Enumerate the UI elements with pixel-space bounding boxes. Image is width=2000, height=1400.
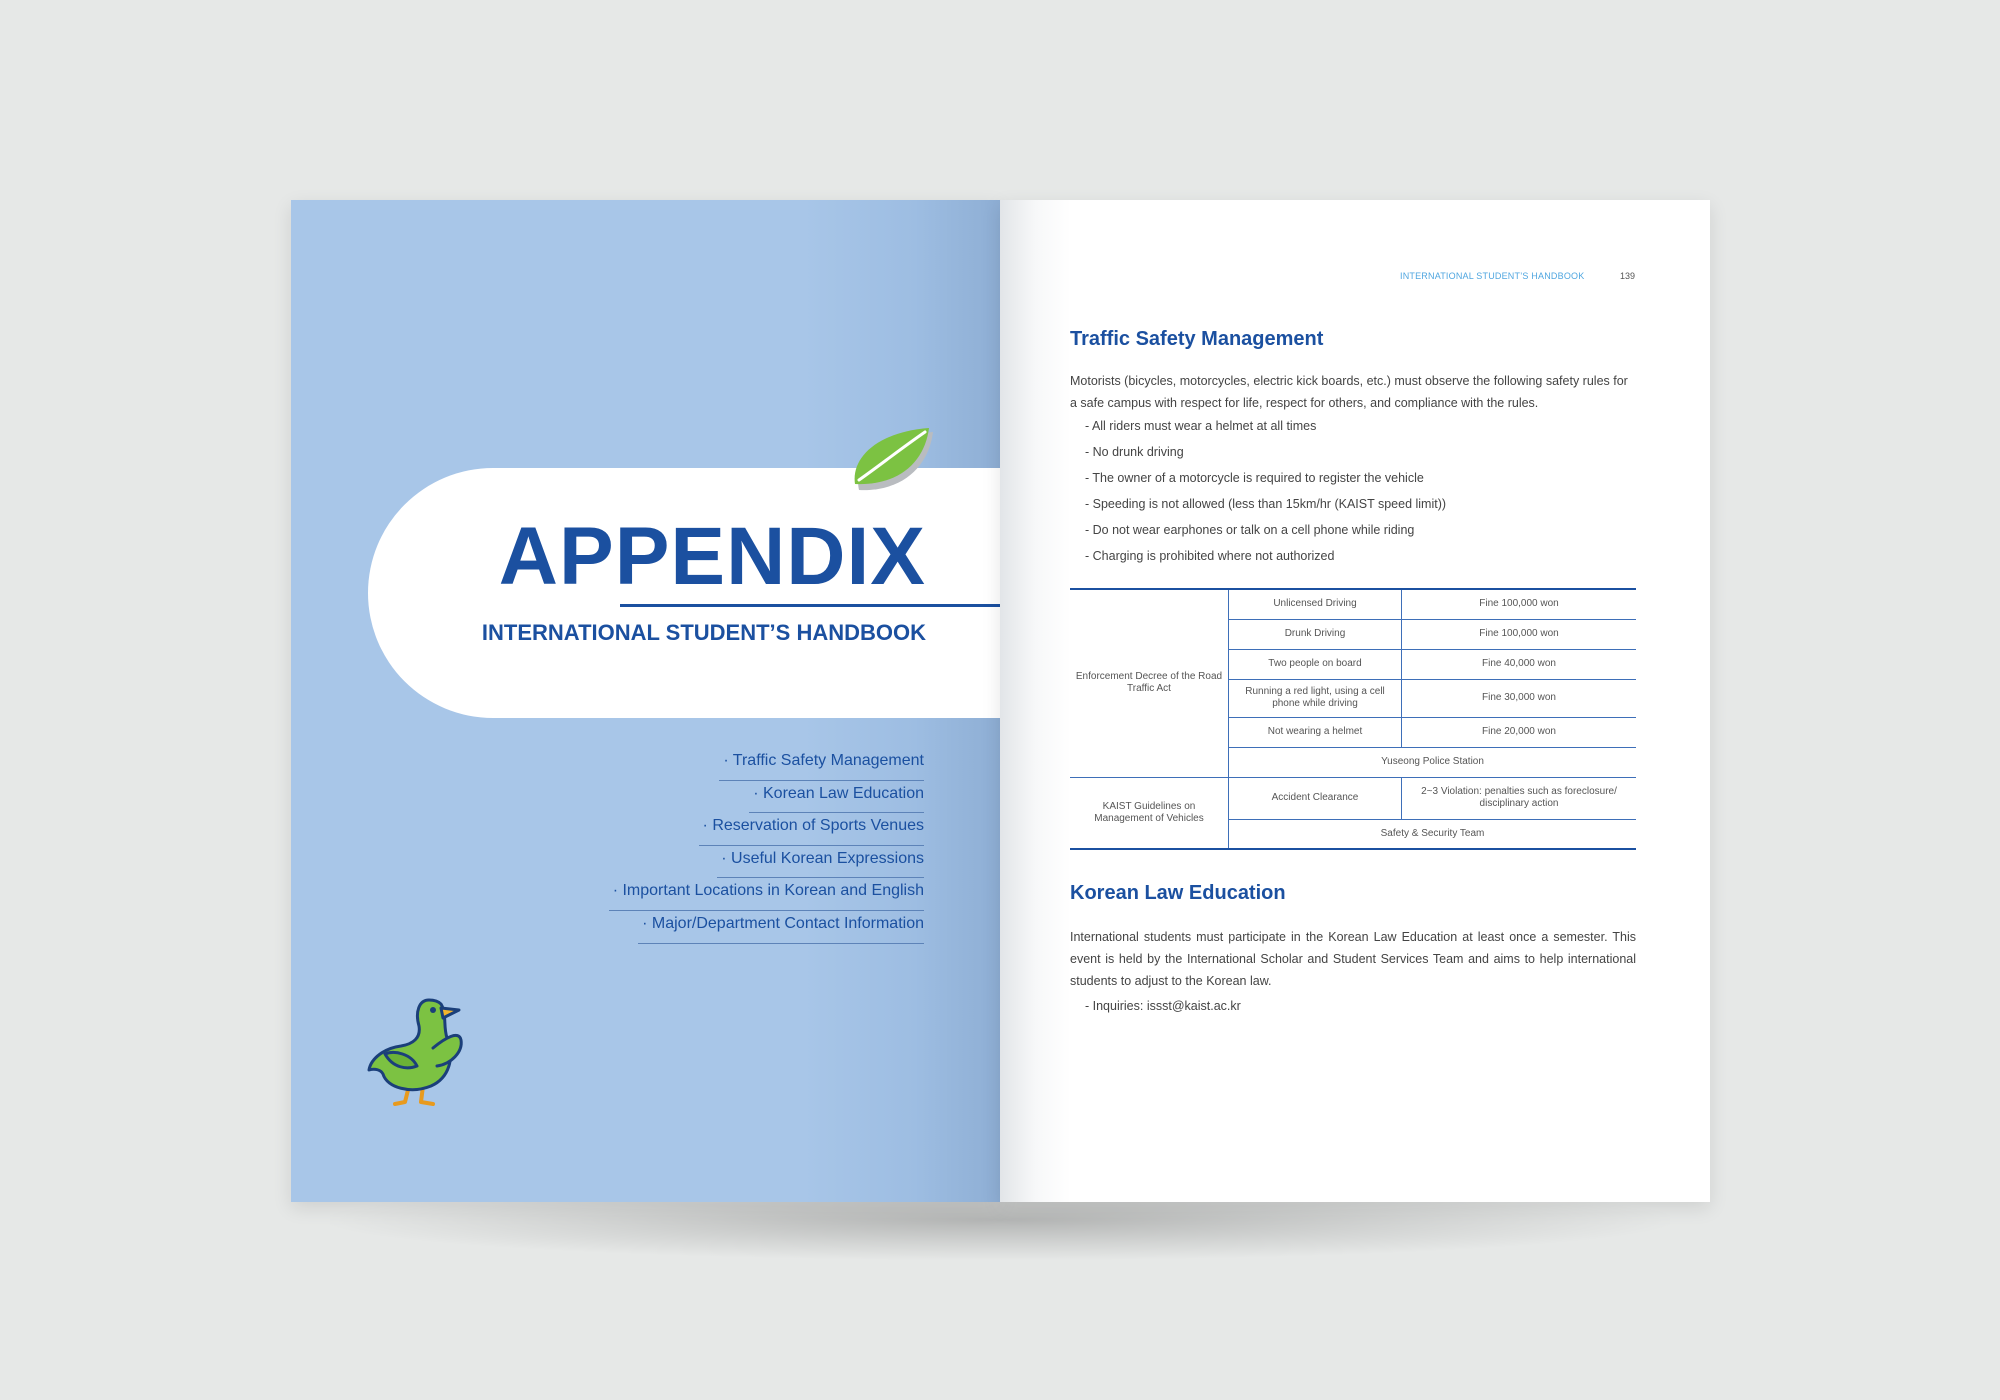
left-page <box>291 200 1000 1202</box>
regulation-label: KAIST Guidelines on Management of Vehicles <box>1070 777 1229 849</box>
korean-law-heading: Korean Law Education <box>1070 882 1286 904</box>
traffic-rule: - No drunk driving <box>1085 445 1184 459</box>
title-banner <box>368 468 1000 718</box>
traffic-rule: - All riders must wear a helmet at all times <box>1085 419 1317 433</box>
running-head: INTERNATIONAL STUDENT’S HANDBOOK <box>1400 271 1585 281</box>
inquiries-line: - Inquiries: issst@kaist.ac.kr <box>1085 999 1241 1013</box>
contact-cell: Safety & Security Team <box>1380 827 1485 839</box>
korean-law-inquiries-list <box>1085 996 1241 1018</box>
toc-item-traffic[interactable]: · Traffic Safety Management <box>609 748 924 781</box>
penalty-cell: Fine 20,000 won <box>1402 717 1637 747</box>
toc-item-important-locations[interactable]: · Important Locations in Korean and English <box>609 878 924 911</box>
traffic-safety-heading: Traffic Safety Management <box>1070 328 1324 350</box>
regulation-label: Enforcement Decree of the Road Traffic Act <box>1070 589 1229 777</box>
traffic-safety-intro: Motorists (bicycles, motorcycles, electric kick boards, etc.) must observe the following safety rules for a safe campus with respect for life, respect for others, and compliance with the rules. <box>1070 374 1628 410</box>
leaf-icon <box>849 428 939 500</box>
page-subtitle: INTERNATIONAL STUDENT’S HANDBOOK <box>481 620 926 645</box>
penalty-cell: Fine 100,000 won <box>1402 589 1637 619</box>
page-number: 139 <box>1620 271 1636 281</box>
toc-item-korean-law[interactable]: · Korean Law Education <box>609 781 924 814</box>
traffic-penalty-table <box>1070 588 1636 850</box>
table-row <box>1070 589 1636 619</box>
toc-item-korean-expressions[interactable]: · Useful Korean Expressions <box>609 846 924 879</box>
title-underline <box>620 604 1003 607</box>
traffic-rule: - The owner of a motorcycle is required to register the vehicle <box>1085 471 1424 485</box>
traffic-rule: - Charging is prohibited where not authorized <box>1085 549 1335 563</box>
traffic-rule: - Speeding is not allowed (less than 15km/hr (KAIST speed limit)) <box>1085 497 1447 511</box>
contact-cell: Yuseong Police Station <box>1229 747 1637 777</box>
penalty-cell: Fine 30,000 won <box>1402 679 1637 717</box>
penalty-cell: Fine 100,000 won <box>1402 619 1637 649</box>
violation-cell: Unlicensed Driving <box>1229 589 1402 619</box>
table-row <box>1070 777 1636 819</box>
toc-item-sports-venues[interactable]: · Reservation of Sports Venues <box>609 813 924 846</box>
korean-law-body: International students must participate in the Korean Law Education at least once a semester. This event is held by the International Scholar and Student Services Team and aims to help international students to adjust to the Korean law. <box>1070 930 1636 988</box>
violation-cell: Not wearing a helmet <box>1229 717 1402 747</box>
violation-cell: Accident Clearance <box>1229 777 1402 819</box>
violation-cell: Running a red light, using a cell phone while driving <box>1229 679 1402 717</box>
penalty-cell: 2~3 Violation: penalties such as foreclosure/ disciplinary action <box>1402 777 1637 819</box>
duck-mascot-icon <box>361 990 491 1120</box>
violation-cell: Two people on board <box>1229 649 1402 679</box>
penalty-cell: Fine 40,000 won <box>1402 649 1637 679</box>
right-page <box>1000 200 1710 1202</box>
appendix-contents <box>609 748 924 944</box>
toc-item-department-contacts[interactable]: · Major/Department Contact Information <box>609 911 924 944</box>
violation-cell: Drunk Driving <box>1229 619 1402 649</box>
traffic-rules-list <box>1085 416 1446 572</box>
traffic-rule: - Do not wear earphones or talk on a cell phone while riding <box>1085 523 1415 537</box>
page-title: APPENDIX <box>498 511 926 602</box>
